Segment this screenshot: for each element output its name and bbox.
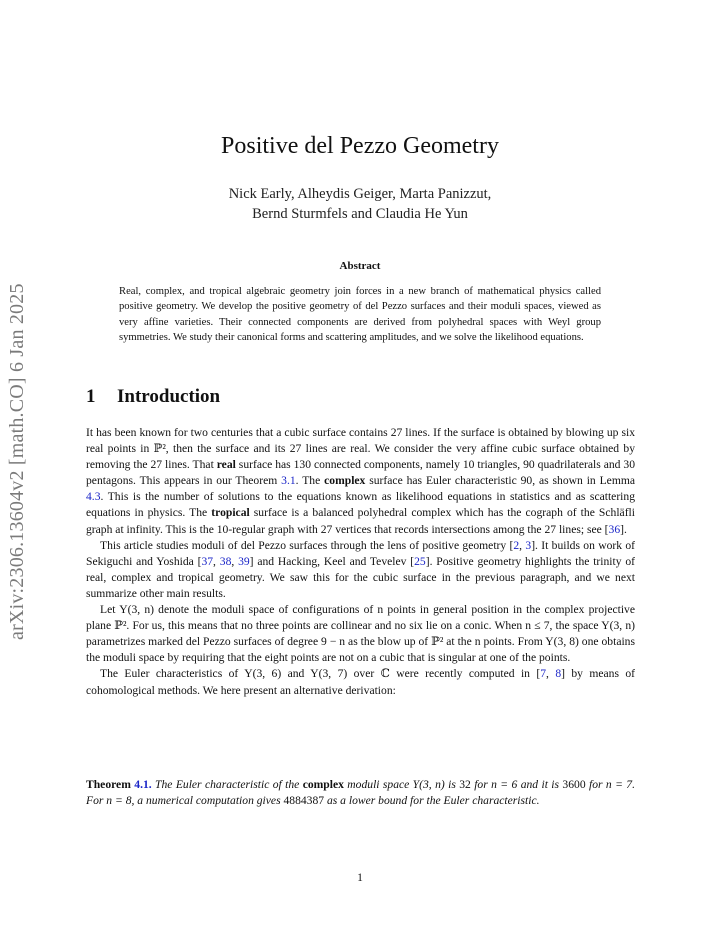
author-line-2: Bernd Sturmfels and Claudia He Yun — [252, 206, 468, 222]
theorem-link[interactable]: 3.1 — [281, 474, 296, 488]
abstract-text: Real, complex, and tropical algebraic geometry join forces in a new branch of mathematical physics called positive geometry. We develop the positive geometry of del Pezzo surfaces and their moduli spaces, viewed as very affine varieties. Their connected components are derived from polyhedral spaces with Weyl group symmetries. We study their canonical forms and scattering amplitudes, and we solve the likelihood equations. — [119, 286, 601, 344]
author-list — [0, 184, 720, 224]
author-line-1: Nick Early, Alheydis Geiger, Marta Panizzut, — [228, 186, 492, 202]
text-run: for n = 7. For n = 8, a numerical computation gives — [86, 778, 635, 808]
text-run: surface has Euler characteristic 90, as shown in Lemma — [365, 474, 636, 488]
abstract-heading: Abstract — [339, 260, 381, 272]
text-run: moduli space Y(3, n) is — [343, 778, 460, 791]
paragraph-3: Let Y(3, n) denote the moduli space of configurations of n points in general position in the complex projective plane ℙ². For us, this means that no three points are collinear and no six lie on a conic. When n ≤ 7, the space Y(3, n) parametrizes marked del Pezzo surfaces of degree 9 − n as the blow up of ℙ² at the n points. From Y(3, 8) one obtains the moduli space by requiring that the eight points are not on a cubic that is singular at one of the points. — [86, 603, 635, 665]
bold-term-real: real — [216, 458, 236, 472]
text-run: ]. Positive geometry highlights the trinity of real, complex and tropical geometry. We saw this for the cubic surface in the previous paragraph, and we next summarize other main results. — [86, 554, 636, 600]
paragraph-4 — [86, 666, 635, 698]
text-run: . This is the number of solutions to the equations known as likelihood equations in statistics and as scattering equations in physics. The — [86, 490, 635, 520]
text-run: surface is a balanced polyhedral complex which has the cograph of the Schläfli graph at infinity. This is the 10-regular graph with 27 vertices that records intersections among the 27 lines; see [ — [86, 506, 635, 536]
text-run: The Euler characteristic of the — [151, 778, 303, 791]
theorem-block — [86, 777, 635, 809]
text-run: surface has 130 connected components, namely 10 triangles, 90 quadrilaterals and 30 pentagons. This appears in our Theorem — [86, 458, 635, 488]
paragraph-2 — [86, 538, 635, 602]
citation-link[interactable]: 25 — [414, 554, 426, 568]
bold-term-complex: complex — [302, 778, 344, 791]
text-run: , — [231, 554, 239, 568]
body-text — [86, 425, 635, 699]
text-run: for n = 6 and it is — [470, 778, 563, 791]
theorem-label: Theorem — [86, 778, 131, 791]
paragraph-1 — [86, 425, 635, 538]
paper-title: Positive del Pezzo Geometry — [221, 133, 499, 159]
lemma-link[interactable]: 4.3 — [86, 490, 101, 504]
text-run: , — [213, 554, 220, 568]
theorem-value: 32 — [459, 778, 471, 791]
section-title: Introduction — [117, 386, 221, 407]
bold-term-tropical: tropical — [211, 506, 250, 520]
citation-link[interactable]: 38 — [219, 554, 232, 568]
theorem-value: 4884387 — [283, 794, 325, 808]
citation-link[interactable]: 37 — [201, 554, 214, 568]
text-run: ] and Hacking, Keel and Tevelev [ — [249, 554, 415, 568]
text-run: ] by means of cohomological methods. We here present an alternative derivation: — [86, 667, 635, 697]
citation-link[interactable]: 39 — [238, 554, 250, 568]
citation-link[interactable]: 7 — [540, 667, 547, 681]
citation-link[interactable]: 3 — [525, 538, 532, 552]
theorem-number-link[interactable]: 4.1. — [134, 778, 152, 791]
citation-link[interactable]: 36 — [608, 522, 621, 536]
citation-link[interactable]: 2 — [513, 538, 520, 552]
text-run: , — [546, 667, 556, 681]
bold-term-complex: complex — [324, 474, 366, 488]
text-run: as a lower bound for the Euler characteristic. — [324, 794, 540, 808]
citation-link[interactable]: 8 — [555, 667, 562, 681]
text-run: ]. It builds on work of Sekiguchi and Yoshida [ — [86, 538, 635, 568]
text-run: . The — [295, 474, 325, 488]
text-run: This article studies moduli of del Pezzo surfaces through the lens of positive geometry [ — [100, 538, 514, 552]
section-heading — [86, 386, 220, 408]
page-number: 1 — [357, 871, 363, 884]
text-run: It has been known for two centuries that a cubic surface contains 27 lines. If the surface is obtained by blowing up six real points in ℙ², then the surface and its 27 lines are real. We consider the very affine cubic surface obtained by removing the 27 lines. That — [86, 426, 635, 472]
text-run: The Euler characteristics of Y(3, 6) and Y(3, 7) over ℂ were recently computed in [ — [100, 667, 541, 681]
arxiv-identifier: arXiv:2306.13604v2 [math.CO] 6 Jan 2025 — [6, 283, 28, 640]
text-run: , — [519, 538, 526, 552]
section-number: 1 — [86, 386, 96, 407]
text-run: ]. — [620, 522, 627, 536]
theorem-value: 3600 — [562, 778, 586, 791]
